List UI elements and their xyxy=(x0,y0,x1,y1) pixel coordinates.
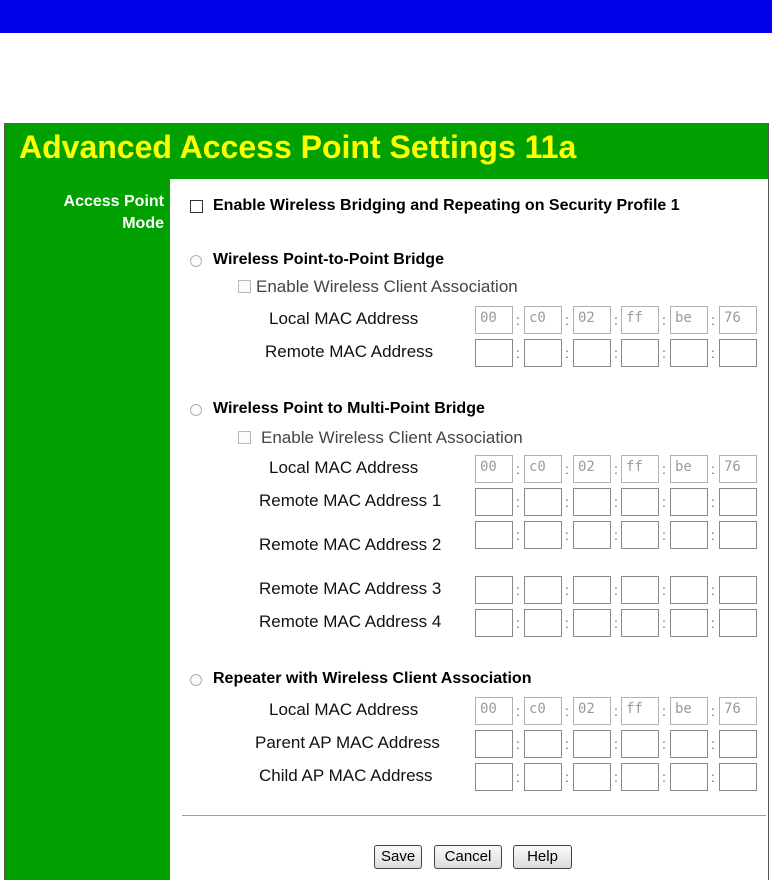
repeater-local-mac-octet-6[interactable]: 76 xyxy=(719,697,757,725)
p2mp-remote-mac-2-label: Remote MAC Address 2 xyxy=(259,535,442,554)
p2p-client-assoc-label: Enable Wireless Client Association xyxy=(256,277,518,296)
mac-separator: : xyxy=(516,461,520,477)
mac-separator: : xyxy=(516,703,520,719)
p2p-remote-mac-octet-5[interactable] xyxy=(670,339,708,367)
mac-separator: : xyxy=(516,494,520,510)
mac-separator: : xyxy=(565,615,569,631)
p2p-bridge-radio[interactable] xyxy=(190,255,202,267)
mac-separator: : xyxy=(662,615,666,631)
mac-separator: : xyxy=(516,582,520,598)
p2p-client-assoc-checkbox[interactable] xyxy=(238,280,251,293)
access-point-mode-label: Access Point Mode xyxy=(63,193,164,232)
p2mp-remote-mac-4-octet-6[interactable] xyxy=(719,609,757,637)
parent-ap-mac-octet-1[interactable] xyxy=(475,730,513,758)
repeater-local-mac-label: Local MAC Address xyxy=(269,700,419,719)
title-bar xyxy=(5,123,768,179)
p2mp-remote-mac-2-octet-2[interactable] xyxy=(524,521,562,549)
p2mp-bridge-title: Wireless Point to Multi-Point Bridge xyxy=(213,400,485,417)
mac-separator: : xyxy=(614,345,618,361)
p2mp-remote-mac-4-octet-2[interactable] xyxy=(524,609,562,637)
mac-separator: : xyxy=(711,703,715,719)
repeater-title: Repeater with Wireless Client Association xyxy=(213,670,532,687)
save-button[interactable]: Save xyxy=(374,845,422,869)
mac-separator: : xyxy=(662,582,666,598)
child-ap-mac-octet-2[interactable] xyxy=(524,763,562,791)
repeater-local-mac-octet-4[interactable]: ff xyxy=(621,697,659,725)
mac-separator: : xyxy=(565,494,569,510)
p2mp-remote-mac-1-octet-6[interactable] xyxy=(719,488,757,516)
p2mp-remote-mac-4-label: Remote MAC Address 4 xyxy=(259,612,442,631)
p2mp-local-mac-octet-2[interactable]: c0 xyxy=(524,455,562,483)
mac-separator: : xyxy=(711,582,715,598)
p2mp-remote-mac-2-octet-1[interactable] xyxy=(475,521,513,549)
child-ap-mac-octet-4[interactable] xyxy=(621,763,659,791)
p2mp-remote-mac-1-octet-5[interactable] xyxy=(670,488,708,516)
p2p-remote-mac-label: Remote MAC Address xyxy=(265,342,434,361)
p2mp-remote-mac-3-octet-1[interactable] xyxy=(475,576,513,604)
mac-separator: : xyxy=(565,736,569,752)
enable-bridging-checkbox[interactable] xyxy=(190,200,203,213)
settings-content xyxy=(170,179,768,880)
settings-panel xyxy=(4,123,769,880)
child-ap-mac-octet-6[interactable] xyxy=(719,763,757,791)
p2mp-remote-mac-2-octet-6[interactable] xyxy=(719,521,757,549)
cancel-button[interactable]: Cancel xyxy=(434,845,502,869)
p2mp-local-mac-octet-6[interactable]: 76 xyxy=(719,455,757,483)
p2mp-local-mac-octet-1[interactable]: 00 xyxy=(475,455,513,483)
mac-separator: : xyxy=(662,769,666,785)
repeater-local-mac-octet-2[interactable]: c0 xyxy=(524,697,562,725)
mac-separator: : xyxy=(614,736,618,752)
p2mp-remote-mac-3-octet-6[interactable] xyxy=(719,576,757,604)
mac-separator: : xyxy=(662,527,666,543)
p2mp-remote-mac-2-octet-4[interactable] xyxy=(621,521,659,549)
mac-separator: : xyxy=(565,703,569,719)
p2mp-client-assoc-label: Enable Wireless Client Association xyxy=(261,428,523,447)
child-ap-mac-octet-3[interactable] xyxy=(573,763,611,791)
p2mp-remote-mac-3-octet-4[interactable] xyxy=(621,576,659,604)
p2p-remote-mac-octet-1[interactable] xyxy=(475,339,513,367)
p2mp-remote-mac-1-octet-4[interactable] xyxy=(621,488,659,516)
repeater-local-mac-octet-5[interactable]: be xyxy=(670,697,708,725)
child-ap-mac-label: Child AP MAC Address xyxy=(259,766,433,785)
mac-separator: : xyxy=(711,769,715,785)
p2mp-remote-mac-3-octet-3[interactable] xyxy=(573,576,611,604)
mac-separator: : xyxy=(565,582,569,598)
p2p-local-mac-octet-1[interactable]: 00 xyxy=(475,306,513,334)
mac-separator: : xyxy=(614,769,618,785)
p2mp-remote-mac-1-octet-1[interactable] xyxy=(475,488,513,516)
sidebar xyxy=(5,179,170,880)
p2p-local-mac-label: Local MAC Address xyxy=(269,309,419,328)
mac-separator: : xyxy=(711,494,715,510)
p2p-remote-mac-octet-4[interactable] xyxy=(621,339,659,367)
mac-separator: : xyxy=(711,312,715,328)
mac-separator: : xyxy=(516,345,520,361)
mac-separator: : xyxy=(711,736,715,752)
parent-ap-mac-label: Parent AP MAC Address xyxy=(255,733,440,752)
mac-separator: : xyxy=(711,615,715,631)
mac-separator: : xyxy=(711,345,715,361)
help-button[interactable]: Help xyxy=(513,845,572,869)
p2mp-local-mac-octet-3[interactable]: 02 xyxy=(573,455,611,483)
p2mp-remote-mac-1-octet-2[interactable] xyxy=(524,488,562,516)
p2mp-local-mac-octet-4[interactable]: ff xyxy=(621,455,659,483)
p2mp-remote-mac-3-octet-2[interactable] xyxy=(524,576,562,604)
mac-separator: : xyxy=(614,527,618,543)
mac-separator: : xyxy=(516,615,520,631)
page-title: Advanced Access Point Settings 11a xyxy=(19,129,577,165)
repeater-local-mac-octet-3[interactable]: 02 xyxy=(573,697,611,725)
mac-separator: : xyxy=(565,769,569,785)
mac-separator: : xyxy=(516,736,520,752)
mac-separator: : xyxy=(565,312,569,328)
top-banner xyxy=(0,0,772,33)
mac-separator: : xyxy=(614,461,618,477)
p2mp-bridge-radio[interactable] xyxy=(190,404,202,416)
mac-separator: : xyxy=(662,461,666,477)
p2p-local-mac-octet-6[interactable]: 76 xyxy=(719,306,757,334)
p2mp-local-mac-octet-5[interactable]: be xyxy=(670,455,708,483)
p2mp-remote-mac-4-octet-5[interactable] xyxy=(670,609,708,637)
repeater-radio[interactable] xyxy=(190,674,202,686)
p2mp-remote-mac-4-octet-3[interactable] xyxy=(573,609,611,637)
parent-ap-mac-octet-6[interactable] xyxy=(719,730,757,758)
mac-separator: : xyxy=(516,769,520,785)
mac-separator: : xyxy=(614,582,618,598)
repeater-local-mac-octet-1[interactable]: 00 xyxy=(475,697,513,725)
p2p-remote-mac-octet-2[interactable] xyxy=(524,339,562,367)
p2mp-remote-mac-4-octet-4[interactable] xyxy=(621,609,659,637)
mac-separator: : xyxy=(662,345,666,361)
p2p-local-mac-octet-2[interactable]: c0 xyxy=(524,306,562,334)
mac-separator: : xyxy=(662,703,666,719)
mac-separator: : xyxy=(662,736,666,752)
mac-separator: : xyxy=(614,312,618,328)
p2mp-remote-mac-4-octet-1[interactable] xyxy=(475,609,513,637)
parent-ap-mac-octet-2[interactable] xyxy=(524,730,562,758)
p2mp-remote-mac-1-octet-3[interactable] xyxy=(573,488,611,516)
p2mp-remote-mac-3-octet-5[interactable] xyxy=(670,576,708,604)
p2p-bridge-title: Wireless Point-to-Point Bridge xyxy=(213,251,444,268)
mac-separator: : xyxy=(711,461,715,477)
p2mp-remote-mac-3-label: Remote MAC Address 3 xyxy=(259,579,442,598)
p2p-local-mac-octet-5[interactable]: be xyxy=(670,306,708,334)
mac-separator: : xyxy=(565,527,569,543)
parent-ap-mac-octet-3[interactable] xyxy=(573,730,611,758)
mac-separator: : xyxy=(711,527,715,543)
divider xyxy=(182,815,766,816)
p2p-remote-mac-octet-6[interactable] xyxy=(719,339,757,367)
p2mp-client-assoc-checkbox[interactable] xyxy=(238,431,251,444)
mac-separator: : xyxy=(614,494,618,510)
p2p-local-mac-octet-3[interactable]: 02 xyxy=(573,306,611,334)
mac-separator: : xyxy=(614,703,618,719)
p2mp-remote-mac-1-label: Remote MAC Address 1 xyxy=(259,491,442,510)
p2mp-remote-mac-2-octet-3[interactable] xyxy=(573,521,611,549)
mac-separator: : xyxy=(565,461,569,477)
mac-separator: : xyxy=(614,615,618,631)
mac-separator: : xyxy=(516,527,520,543)
enable-bridging-label: Enable Wireless Bridging and Repeating on Security Profile 1 xyxy=(213,197,680,214)
p2p-remote-mac-octet-3[interactable] xyxy=(573,339,611,367)
child-ap-mac-octet-1[interactable] xyxy=(475,763,513,791)
child-ap-mac-octet-5[interactable] xyxy=(670,763,708,791)
p2mp-remote-mac-2-octet-5[interactable] xyxy=(670,521,708,549)
mac-separator: : xyxy=(662,312,666,328)
mac-separator: : xyxy=(516,312,520,328)
parent-ap-mac-octet-4[interactable] xyxy=(621,730,659,758)
p2p-local-mac-octet-4[interactable]: ff xyxy=(621,306,659,334)
p2mp-local-mac-label: Local MAC Address xyxy=(269,458,419,477)
mac-separator: : xyxy=(565,345,569,361)
mac-separator: : xyxy=(662,494,666,510)
parent-ap-mac-octet-5[interactable] xyxy=(670,730,708,758)
